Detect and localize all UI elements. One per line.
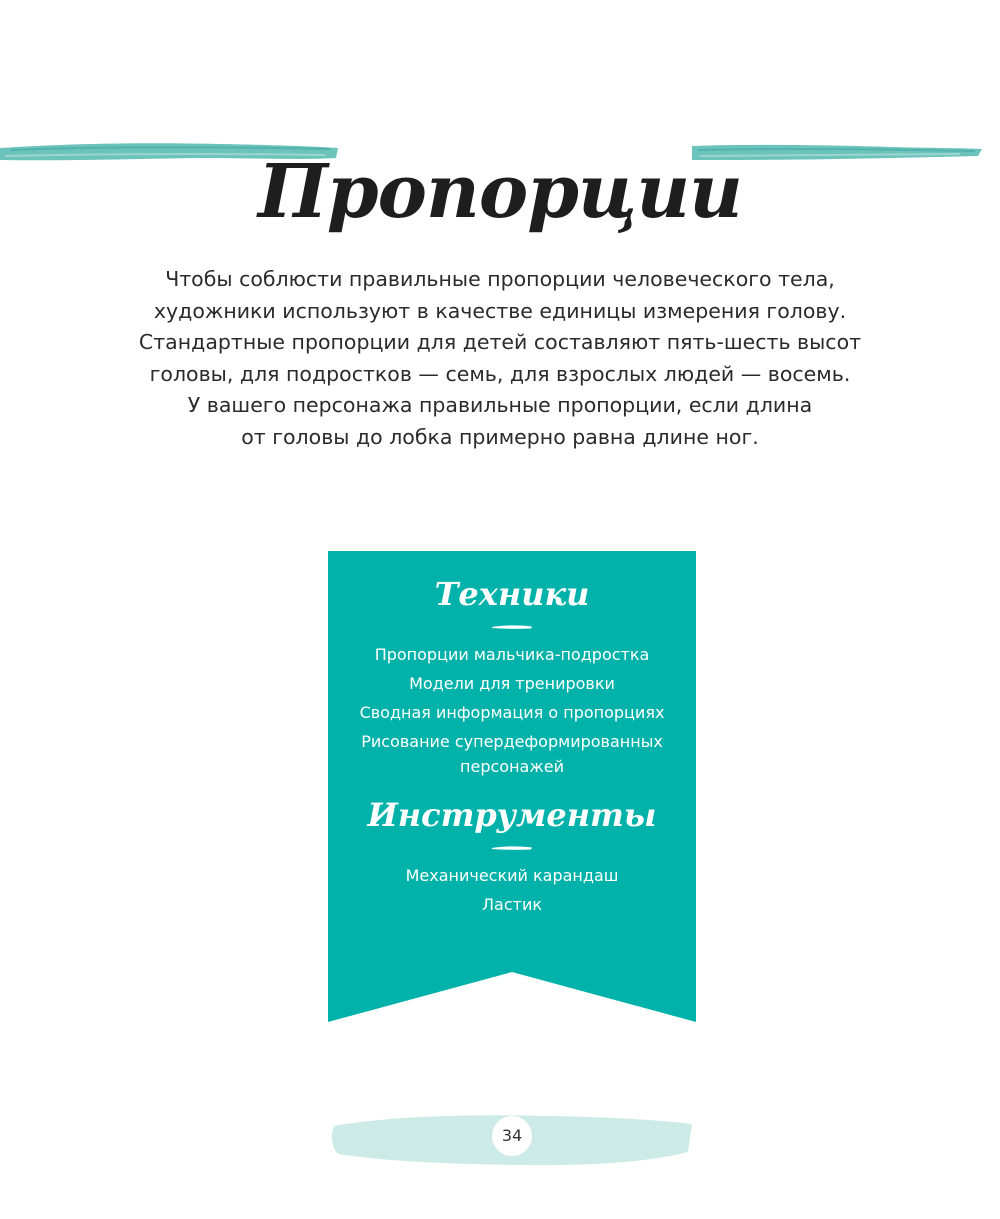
intro-line: от головы до лобка примерно равна длине ног. (241, 424, 759, 449)
intro-line: головы, для подростков — семь, для взрослых людей — восемь. (149, 361, 851, 386)
banner-content (328, 566, 696, 921)
tools-item: Механический карандаш (405, 866, 619, 885)
tools-heading: Инструменты (367, 796, 657, 834)
tools-item: Ластик (481, 895, 542, 914)
intro-line: У вашего персонажа правильные пропорции, если длина (187, 393, 813, 417)
techniques-divider (491, 624, 533, 630)
tools-divider (491, 845, 533, 851)
techniques-item: Модели для тренировки (409, 674, 615, 693)
techniques-section (328, 566, 696, 779)
intro-line: Стандартные пропорции для детей составляют пять-шесть высот (138, 330, 862, 354)
page-title: Пропорции (258, 148, 742, 235)
techniques-list (328, 642, 696, 779)
techniques-item: Рисование супердеформированных персонажей (361, 732, 663, 776)
intro-line: Чтобы соблюсти правильные пропорции человеческого тела, (165, 267, 835, 291)
tools-list (328, 863, 696, 917)
techniques-item: Пропорции мальчика-подростка (374, 645, 650, 664)
page-number: 34 (492, 1116, 532, 1156)
intro-line: художники используют в качестве единицы измерения голову. (153, 298, 847, 323)
techniques-item: Сводная информация о пропорциях (359, 703, 665, 722)
tools-section (328, 787, 696, 917)
intro-paragraph (100, 264, 900, 453)
techniques-heading: Техники (434, 575, 590, 613)
